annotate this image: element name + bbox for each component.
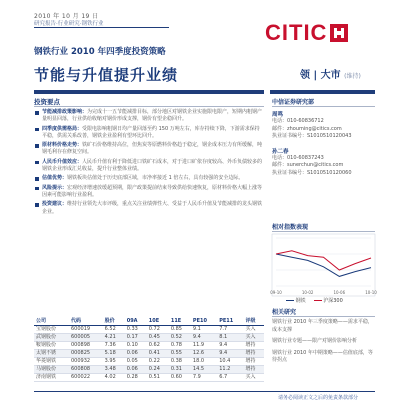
table-cell: 000932 bbox=[69, 358, 103, 366]
table-cell: 000898 bbox=[69, 342, 103, 350]
table-cell: 9.4 bbox=[217, 350, 243, 358]
key-point-lead: 投资建议： bbox=[42, 201, 68, 208]
x-tick-label: 10-02 bbox=[301, 290, 314, 295]
table-cell: 0.33 bbox=[125, 326, 147, 334]
table-cell: 0.62 bbox=[147, 342, 169, 350]
chart-legend bbox=[286, 297, 343, 304]
table-cell: 0.78 bbox=[169, 342, 191, 350]
key-point-lead: 风险提示： bbox=[42, 184, 68, 191]
report-category: 研究报告·行业研究·钢铁行业 bbox=[34, 21, 104, 27]
table-cell: 武钢股份 bbox=[34, 334, 69, 342]
citic-logo bbox=[265, 22, 375, 44]
legend-label: 钢铁 bbox=[295, 298, 306, 304]
legend-swatch bbox=[286, 300, 294, 302]
table-header-cell: 09A bbox=[125, 318, 147, 326]
table-header-cell: PE11 bbox=[217, 318, 243, 326]
research-dept-title: 中信证券研究部 bbox=[272, 99, 315, 106]
header-rule bbox=[34, 27, 169, 28]
related-item[interactable]: 钢铁行业 2010 年三季度策略——需求平稳，成本支撑 bbox=[272, 319, 373, 333]
table-cell: 9.4 bbox=[191, 334, 217, 342]
chart-title: 相对指数表现 bbox=[272, 224, 309, 231]
table-cell: 18.0 bbox=[191, 358, 217, 366]
relative-performance-chart bbox=[272, 234, 375, 296]
table-cell: 10.4 bbox=[217, 358, 243, 366]
table-header-row bbox=[34, 318, 264, 326]
analyst-contact: 邮件：sunerchun@citics.com bbox=[272, 162, 344, 168]
key-point-lead: 估值优势： bbox=[42, 175, 68, 182]
table-cell: 宝钢股份 bbox=[34, 326, 69, 334]
table-cell: 0.10 bbox=[125, 342, 147, 350]
report-subtitle: 钢铁行业 2010 年四季度投资策略 bbox=[34, 47, 166, 57]
chart-frame bbox=[272, 234, 375, 296]
key-point bbox=[34, 142, 264, 157]
key-point-text: 维持行业领先大市评级，重点关注业绩弹性大、受益于人民币升值及节能减排的龙头钢铁企业。 bbox=[42, 201, 263, 215]
footer-rule bbox=[34, 391, 375, 392]
table-cell: 9.1 bbox=[191, 326, 217, 334]
key-point-lead: 原材料价格走势： bbox=[42, 142, 83, 149]
table-header-cell: 公司 bbox=[34, 318, 69, 326]
key-point-text: 钢铁板块估值处于历史底部区域，市净率接近 1 倍左右，具有较强的安全边际。 bbox=[67, 175, 244, 182]
analyst-name: 周鸣 bbox=[272, 112, 284, 118]
table-header-cell: PE10 bbox=[191, 318, 217, 326]
table-cell: 000825 bbox=[69, 350, 103, 358]
x-tick-label: 10-06 bbox=[333, 290, 346, 295]
table-cell: 600005 bbox=[69, 334, 103, 342]
valuation-table bbox=[34, 318, 264, 382]
table-cell: 0.45 bbox=[147, 334, 169, 342]
table-row bbox=[34, 358, 264, 366]
table-cell: 7.7 bbox=[217, 326, 243, 334]
table-cell: 0.22 bbox=[147, 358, 169, 366]
analyst-contact: 执业证书编号：S1010510120060 bbox=[272, 169, 352, 176]
table-cell: 0.28 bbox=[125, 374, 147, 382]
key-point bbox=[34, 175, 264, 182]
analyst-contact: 邮件：zhouming@citics.com bbox=[272, 125, 342, 132]
table-cell: 增持 bbox=[244, 358, 265, 366]
table-cell: 0.51 bbox=[147, 374, 169, 382]
legend-item-index bbox=[314, 297, 343, 304]
footer-disclaimer: 请务必阅读正文之后的免责条款部分 bbox=[278, 395, 359, 401]
table-cell: 0.38 bbox=[169, 358, 191, 366]
analyst-contact: 电话：010-60836712 bbox=[272, 118, 324, 124]
table-cell: 0.41 bbox=[147, 350, 169, 358]
table-cell: 增持 bbox=[244, 342, 265, 350]
table-cell: 0.60 bbox=[169, 374, 191, 382]
table-row bbox=[34, 366, 264, 374]
table-header-cell: 股价 bbox=[103, 318, 125, 326]
table-cell: 0.24 bbox=[147, 366, 169, 374]
table-cell: 增持 bbox=[244, 350, 265, 358]
table-cell: 买入 bbox=[244, 334, 265, 342]
table-cell: 14.5 bbox=[191, 366, 217, 374]
key-point bbox=[34, 185, 264, 200]
key-point bbox=[34, 109, 264, 124]
chart-title-rule bbox=[272, 231, 375, 232]
key-point-text: 人民币升值有利于降低进口铁矿石成本，对于进口矿依存度较高、外币负债较多的钢铁企业形成汇兑收益，提升行业整体业绩。 bbox=[42, 158, 263, 173]
key-point-lead: 人民币升值效应： bbox=[42, 158, 83, 165]
key-point bbox=[34, 126, 264, 141]
key-point bbox=[34, 159, 264, 174]
table-cell: 0.52 bbox=[169, 334, 191, 342]
report-date: 2010 年 10 月 19 日 bbox=[34, 13, 99, 20]
table-cell: 7.9 bbox=[191, 374, 217, 382]
related-title: 相关研究 bbox=[272, 309, 297, 316]
left-divider-bar bbox=[34, 90, 264, 94]
right-rule bbox=[272, 106, 375, 107]
table-cell: 0.55 bbox=[169, 350, 191, 358]
key-point-lead: 节能减排政策影响： bbox=[42, 109, 88, 115]
key-point-text: 铁矿石价格维持高位，但焦炭等原燃料价格趋于稳定，钢企成本压力有所缓解，吨钢毛利存在修复空间。 bbox=[42, 142, 263, 156]
logo-seal-icon bbox=[330, 24, 348, 42]
table-row bbox=[34, 326, 264, 334]
table-cell: 4.21 bbox=[103, 334, 125, 342]
table-cell: 5.18 bbox=[103, 350, 125, 358]
table-header-cell: 评级 bbox=[244, 318, 265, 326]
right-divider-bar bbox=[270, 90, 375, 94]
report-title: 节能与升值提升业绩 bbox=[34, 66, 179, 84]
legend-swatch bbox=[314, 300, 322, 302]
table-cell: 12.6 bbox=[191, 350, 217, 358]
table-cell: 0.72 bbox=[147, 326, 169, 334]
section-rule bbox=[34, 106, 264, 107]
table-cell: 9.4 bbox=[217, 342, 243, 350]
table-cell: 600019 bbox=[69, 326, 103, 334]
table-cell: 增持 bbox=[244, 366, 265, 374]
table-row bbox=[34, 342, 264, 350]
rating-note: (维持) bbox=[344, 73, 361, 80]
table-cell: 11.2 bbox=[217, 366, 243, 374]
key-points bbox=[34, 109, 264, 218]
table-cell: 0.05 bbox=[125, 358, 147, 366]
analyst-name: 孙二春 bbox=[272, 148, 289, 155]
rating-main: 领 | 大市 bbox=[300, 70, 341, 81]
table-cell: 0.06 bbox=[125, 350, 147, 358]
table-cell: 济南钢铁 bbox=[34, 374, 69, 382]
table-cell: 马钢股份 bbox=[34, 366, 69, 374]
table-cell: 11.9 bbox=[191, 342, 217, 350]
table-cell: 0.17 bbox=[125, 334, 147, 342]
logo-wordmark: CITIC bbox=[265, 20, 328, 45]
x-tick-label: 09-10 bbox=[270, 290, 282, 295]
table-cell: 4.02 bbox=[103, 374, 125, 382]
table-header-cell: 代码 bbox=[69, 318, 103, 326]
key-point-text: 为完成十一五节能减排目标，部分地区对钢铁企业实施限电限产，短期内粗钢产量明显回落，行业供给收缩对钢价形成支撑，钢价有望企稳回升。 bbox=[42, 109, 263, 123]
table-header-cell: 10E bbox=[147, 318, 169, 326]
table-cell: 7.36 bbox=[103, 342, 125, 350]
key-point-text: 宏观经济增速放缓超预期，限产政策提前结束导致供给快速恢复，原材料价格大幅上涨等因素可能影响行业盈利。 bbox=[42, 184, 263, 198]
table-cell: 鞍钢股份 bbox=[34, 342, 69, 350]
table-cell: 3.48 bbox=[103, 366, 125, 374]
analyst-block bbox=[272, 110, 375, 177]
related-list bbox=[272, 319, 375, 365]
table-cell: 0.31 bbox=[169, 366, 191, 374]
legend-item-steel bbox=[286, 297, 306, 304]
table-cell: 600022 bbox=[69, 374, 103, 382]
table-row bbox=[34, 350, 264, 358]
table-cell: 6.7 bbox=[217, 374, 243, 382]
related-rule bbox=[272, 316, 375, 317]
related-item[interactable]: 钢铁行业 2010 年中期策略——估值底部，等待拐点 bbox=[272, 349, 373, 363]
table-cell: 太钢不锈 bbox=[34, 350, 69, 358]
section-title: 投资要点 bbox=[34, 98, 60, 106]
rating bbox=[300, 66, 361, 81]
table-cell: 8.1 bbox=[217, 334, 243, 342]
key-point bbox=[34, 201, 264, 216]
table-row bbox=[34, 334, 264, 342]
analyst-contact: 电话：010-60837243 bbox=[272, 154, 324, 161]
analyst-contact: 执业证书编号：S1010510120043 bbox=[272, 133, 352, 139]
key-point-lead: 四季度供需格局： bbox=[42, 125, 83, 132]
related-item[interactable]: 钢铁行业专题——限产对钢价影响分析 bbox=[272, 338, 358, 344]
table-cell: 3.95 bbox=[103, 358, 125, 366]
table-cell: 买入 bbox=[244, 374, 265, 382]
table-cell: 6.52 bbox=[103, 326, 125, 334]
x-tick-label: 10-10 bbox=[365, 290, 377, 295]
key-point-text: 受限电影响粗钢日均产量回落至约 150 万吨左右，库存持续下降，下游需求保持平稳，供需关系改善，钢铁企业盈利有望环比回升。 bbox=[42, 125, 260, 139]
table-cell: 0.06 bbox=[125, 366, 147, 374]
table-header-cell: 11E bbox=[169, 318, 191, 326]
table-cell: 买入 bbox=[244, 326, 265, 334]
table-cell: 600808 bbox=[69, 366, 103, 374]
legend-label: 沪深300 bbox=[323, 298, 343, 304]
table-cell: 0.85 bbox=[169, 326, 191, 334]
table-row bbox=[34, 374, 264, 382]
table-cell: 华菱钢铁 bbox=[34, 358, 69, 366]
